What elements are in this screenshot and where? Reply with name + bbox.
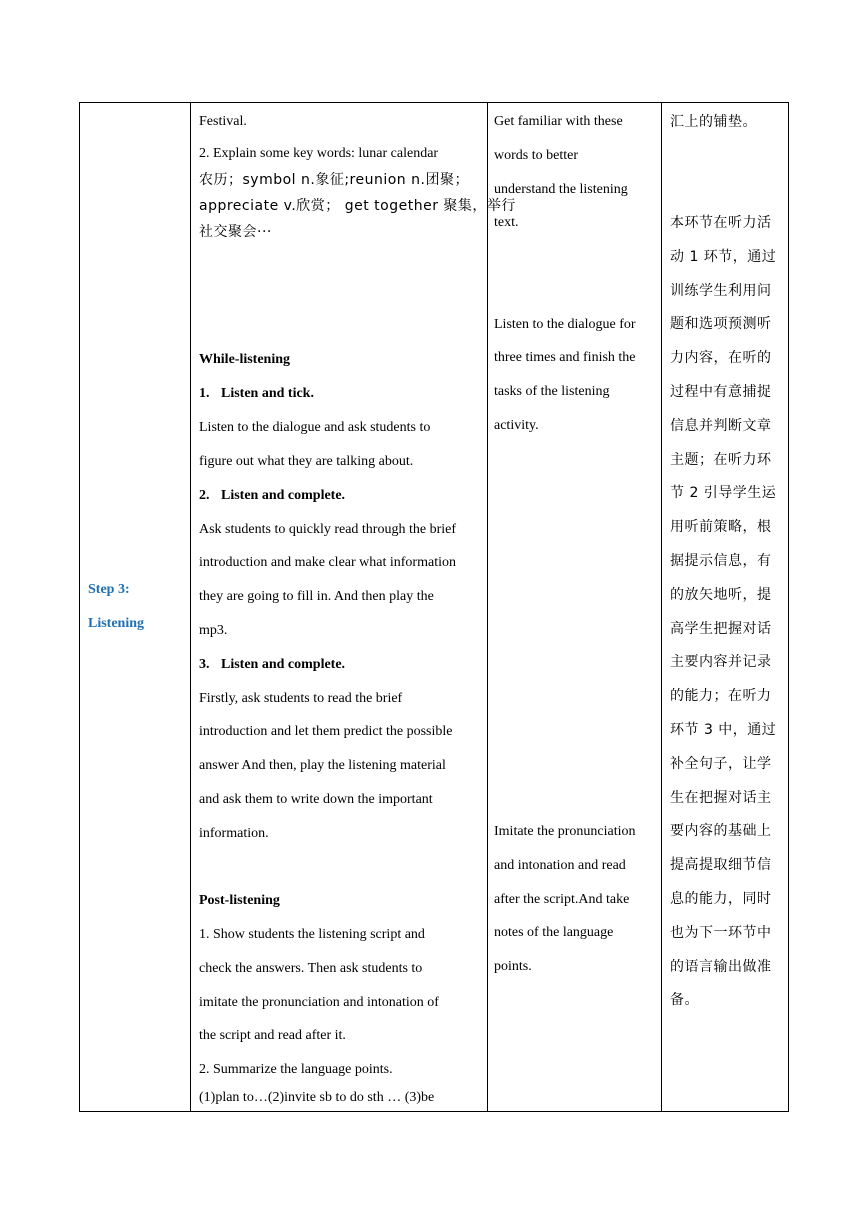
procedure-text: introduction and make clear what information — [199, 555, 456, 570]
purpose-text: 环节 3 中，通过 — [670, 722, 777, 738]
purpose-text: 高学生把握对话 — [670, 621, 772, 637]
activity-text: words to better — [494, 148, 578, 163]
activity-text: notes of the language — [494, 925, 614, 940]
purpose-text: 本环节在听力活 — [670, 215, 772, 231]
purpose-text: 过程中有意捕捉 — [670, 384, 772, 400]
purpose-text: 也为下一环节中 — [670, 925, 772, 941]
procedure-text: Listen to the dialogue and ask students to — [199, 420, 431, 435]
procedure-text: answer And then, play the listening material — [199, 758, 446, 773]
purpose-text: 的放矢地听，提 — [670, 587, 772, 603]
procedure-text: and ask them to write down the important — [199, 792, 433, 807]
procedure-text: they are going to fill in. And then play the — [199, 589, 434, 604]
procedure-text: Firstly, ask students to read the brief — [199, 691, 403, 706]
activity-text: Imitate the pronunciation — [494, 824, 636, 839]
procedure-text: Ask students to quickly read through the brief — [199, 522, 457, 537]
purpose-text: 备。 — [670, 992, 699, 1008]
procedure-text: imitate the pronunciation and intonation of — [199, 995, 439, 1010]
purpose-text: 用听前策略，根 — [670, 519, 772, 535]
purpose-text: 动 1 环节，通过 — [670, 249, 777, 265]
activity-text: and intonation and read — [494, 858, 626, 873]
activity-text: after the script.And take — [494, 892, 630, 907]
purpose-text: 据提示信息，有 — [670, 553, 772, 569]
procedure-text: 2. Summarize the language points. — [199, 1062, 393, 1077]
procedure-text: the script and read after it. — [199, 1028, 346, 1043]
purpose-text: 汇上的铺垫。 — [670, 114, 757, 130]
purpose-text: 主要内容并记录 — [670, 654, 772, 670]
step-subtitle: Listening — [88, 616, 145, 631]
procedure-text: introduction and let them predict the possible — [199, 724, 453, 739]
procedure-text: appreciate v.欣赏； get together 聚集，举行 — [199, 198, 516, 214]
purpose-text: 的能力；在听力 — [670, 688, 772, 704]
section-heading-post-listening: Post-listening — [199, 893, 280, 908]
procedure-text: figure out what they are talking about. — [199, 454, 414, 469]
purpose-text: 息的能力，同时 — [670, 891, 772, 907]
activity-text: understand the listening — [494, 182, 628, 197]
purpose-text: 信息并判断文章 — [670, 418, 772, 434]
procedure-text: mp3. — [199, 623, 228, 638]
procedure-text: 社交聚会··· — [199, 224, 272, 240]
purpose-text: 主题；在听力环 — [670, 452, 772, 468]
activity-text: points. — [494, 959, 532, 974]
purpose-text: 生在把握对话主 — [670, 790, 772, 806]
procedure-text: Festival. — [199, 114, 247, 129]
procedure-text: check the answers. Then ask students to — [199, 961, 423, 976]
purpose-text: 的语言输出做准 — [670, 959, 772, 975]
procedure-text: information. — [199, 826, 269, 841]
purpose-text: 题和选项预测听 — [670, 316, 772, 332]
procedure-text: 2. Explain some key words: lunar calendar — [199, 146, 439, 161]
table-row — [80, 103, 789, 1112]
while-item-3-title: 3. Listen and complete. — [199, 657, 346, 672]
lesson-plan-table — [79, 102, 789, 1112]
step-cell — [80, 103, 191, 1112]
purpose-cell — [662, 103, 789, 1112]
activity-text: Listen to the dialogue for — [494, 317, 636, 332]
step-title: Step 3: — [88, 582, 130, 597]
activity-text: three times and finish the — [494, 350, 636, 365]
purpose-text: 补全句子，让学 — [670, 756, 772, 772]
purpose-text: 训练学生利用问 — [670, 283, 772, 299]
purpose-text: 力内容，在听的 — [670, 350, 772, 366]
purpose-text: 节 2 引导学生运 — [670, 485, 777, 501]
student-activity-cell — [488, 103, 662, 1112]
activity-text: Get familiar with these — [494, 114, 623, 129]
activity-text: activity. — [494, 418, 539, 433]
purpose-text: 要内容的基础上 — [670, 823, 772, 839]
procedure-text: (1)plan to…(2)invite sb to do sth … (3)be — [199, 1090, 435, 1105]
purpose-text: 提高提取细节信 — [670, 857, 772, 873]
activity-text: text. — [494, 215, 519, 230]
activity-text: tasks of the listening — [494, 384, 610, 399]
while-item-1-title: 1. Listen and tick. — [199, 386, 314, 401]
section-heading-while-listening: While-listening — [199, 352, 291, 367]
procedure-text: 1. Show students the listening script and — [199, 927, 425, 942]
while-item-2-title: 2. Listen and complete. — [199, 488, 346, 503]
procedure-text: 农历；symbol n.象征;reunion n.团聚； — [199, 172, 469, 188]
